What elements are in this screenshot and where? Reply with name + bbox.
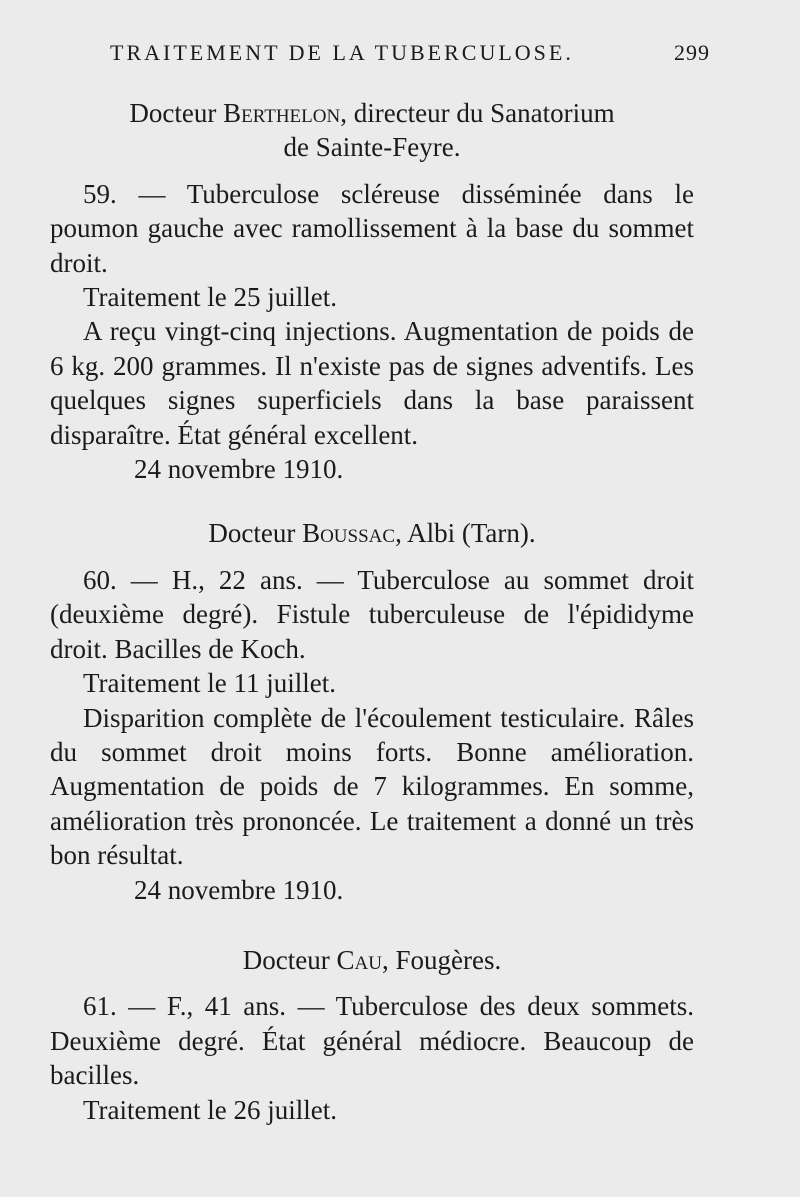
physician-prefix: Docteur (242, 944, 337, 975)
physician-prefix: Docteur (129, 98, 224, 128)
physician-heading (50, 96, 694, 165)
physician-affiliation: de Sainte-Feyre. (283, 132, 461, 163)
treatment-date: Traitement le 26 juillet. (83, 1094, 337, 1125)
case-description: 61. — F., 41 ans. — Tuberculose des deux sommets. Deuxième degré. État général médiocre. Beaucoup de bacilles. (50, 991, 694, 1091)
physician-suffix: , Fougères. (381, 944, 502, 975)
case-description: 60. — H., 22 ans. — Tuberculose au sommet droit (deuxième degré). Fistule tuberculeuse de l'épididyme droit. Bacilles de Koch. (50, 564, 694, 664)
physician-prefix: Docteur (208, 518, 303, 549)
physician-name: Boussac (302, 518, 396, 549)
report-date: 24 novembre 1910. (134, 874, 344, 905)
running-header (110, 40, 710, 66)
physician-suffix: , directeur du Sanatorium (340, 98, 615, 128)
page-number: 299 (674, 40, 710, 65)
treatment-date: Traitement le 11 juillet. (83, 668, 336, 699)
physician-name: Berthelon (223, 98, 341, 128)
case-result: A reçu vingt-cinq injections. Augmentation de poids de 6 kg. 200 grammes. Il n'existe pas de signes adventifs. Les quelques signes superficiels dans la base paraissent disparaître. État général excellent. (50, 316, 694, 450)
physician-suffix: , Albi (Tarn). (395, 518, 536, 549)
report-date: 24 novembre 1910. (134, 454, 344, 485)
case-result: Disparition complète de l'écoulement testiculaire. Râles du sommet droit moins forts. Bonne amélioration. Augmentation de poids de 7 kilogrammes. En somme, amélioration très prononcée. Le traitement a donné un très bon résultat. (50, 702, 694, 871)
treatment-date: Traitement le 25 juillet. (83, 282, 337, 313)
page-body (50, 96, 694, 1127)
running-title: TRAITEMENT DE LA TUBERCULOSE. (110, 40, 574, 65)
case-description: 59. — Tuberculose scléreuse disséminée dans le poumon gauche avec ramollissement à la base du sommet droit. (50, 178, 694, 278)
physician-heading (50, 516, 694, 550)
physician-name: Cau (336, 944, 382, 975)
physician-heading (50, 943, 694, 977)
